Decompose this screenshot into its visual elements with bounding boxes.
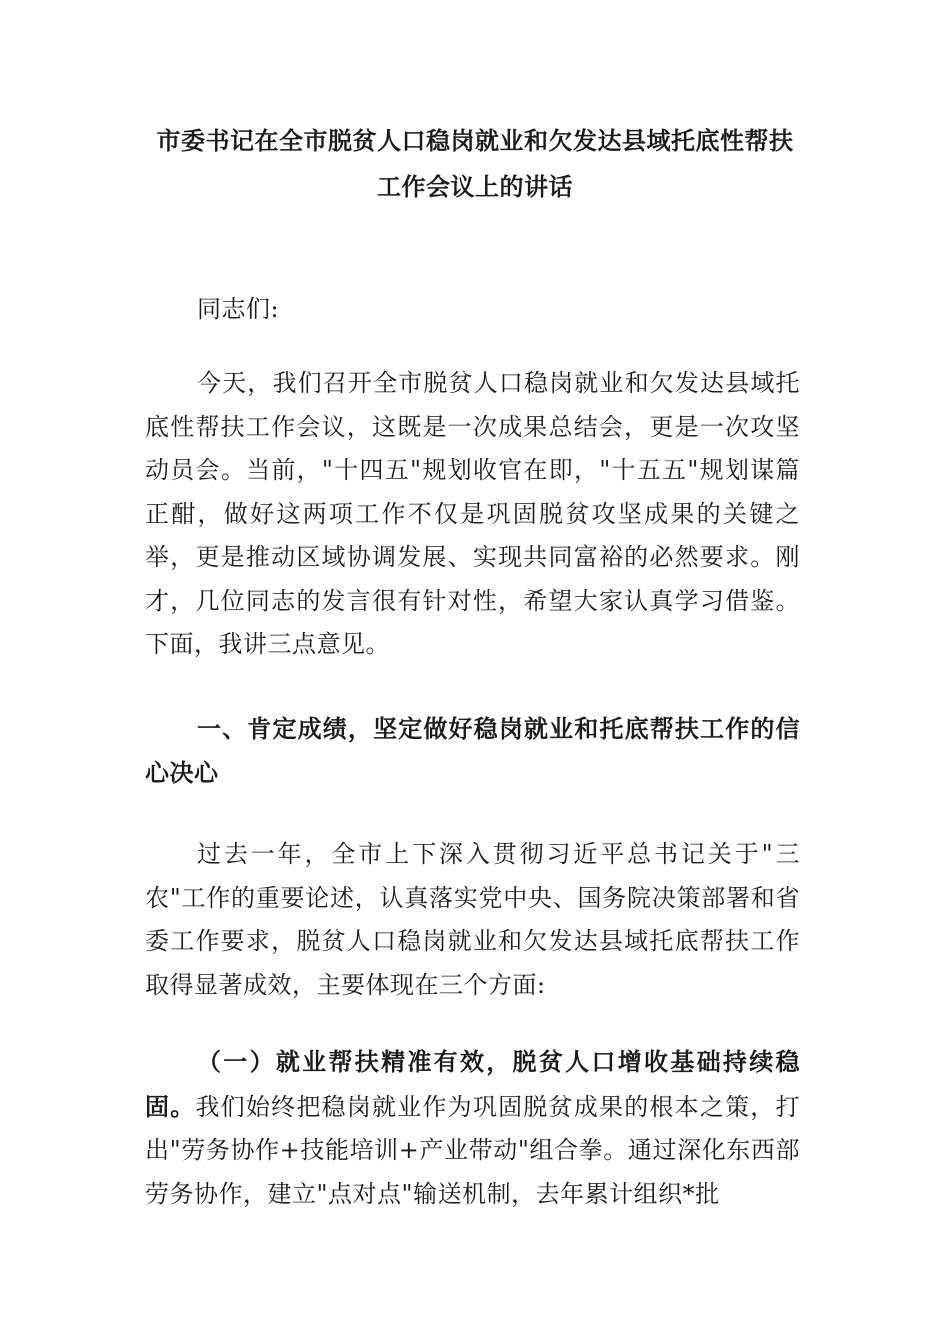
past-year-paragraph: 过去一年，全市上下深入贯彻习近平总书记关于"三农"工作的重要论述，认真落实党中央、国务院决策部署和省委工作要求，脱贫人口稳岗就业和欠发达县域托底帮扶工作取得显著成效，主要体现在三个方面: — [145, 840, 800, 999]
subsection-one-paragraph — [145, 1040, 800, 1216]
document-title: 市委书记在全市脱贫人口稳岗就业和欠发达县域托底性帮扶工作会议上的讲话 — [156, 126, 794, 201]
intro-paragraph: 今天，我们召开全市脱贫人口稳岗就业和欠发达县域托底性帮扶工作会议，这既是一次成果总结会，更是一次攻坚动员会。当前，"十四五"规划收官在即，"十五五"规划谋篇正酣，做好这两项工作不仅是巩固脱贫攻坚成果的关键之举，更是推动区域协调发展、实现共同富裕的必然要求。刚才，几位同志的发言很有针对性，希望大家认真学习借鉴。下面，我讲三点意见。 — [145, 369, 800, 658]
greeting-paragraph: 同志们: — [197, 295, 280, 323]
subsection-one-heading: （一）就业帮扶精准有效，脱贫人口增收基础持续稳固。 — [145, 1047, 800, 1121]
section-one-heading: 一、肯定成绩，坚定做好稳岗就业和托底帮扶工作的信心决心 — [145, 714, 800, 787]
subsection-one-body: 我们始终把稳岗就业作为巩固脱贫成果的根本之策，打出"劳务协作+技能培训+产业带动"组合拳。通过深化东西部劳务协作，建立"点对点"输送机制，去年累计组织*批 — [145, 1092, 801, 1208]
